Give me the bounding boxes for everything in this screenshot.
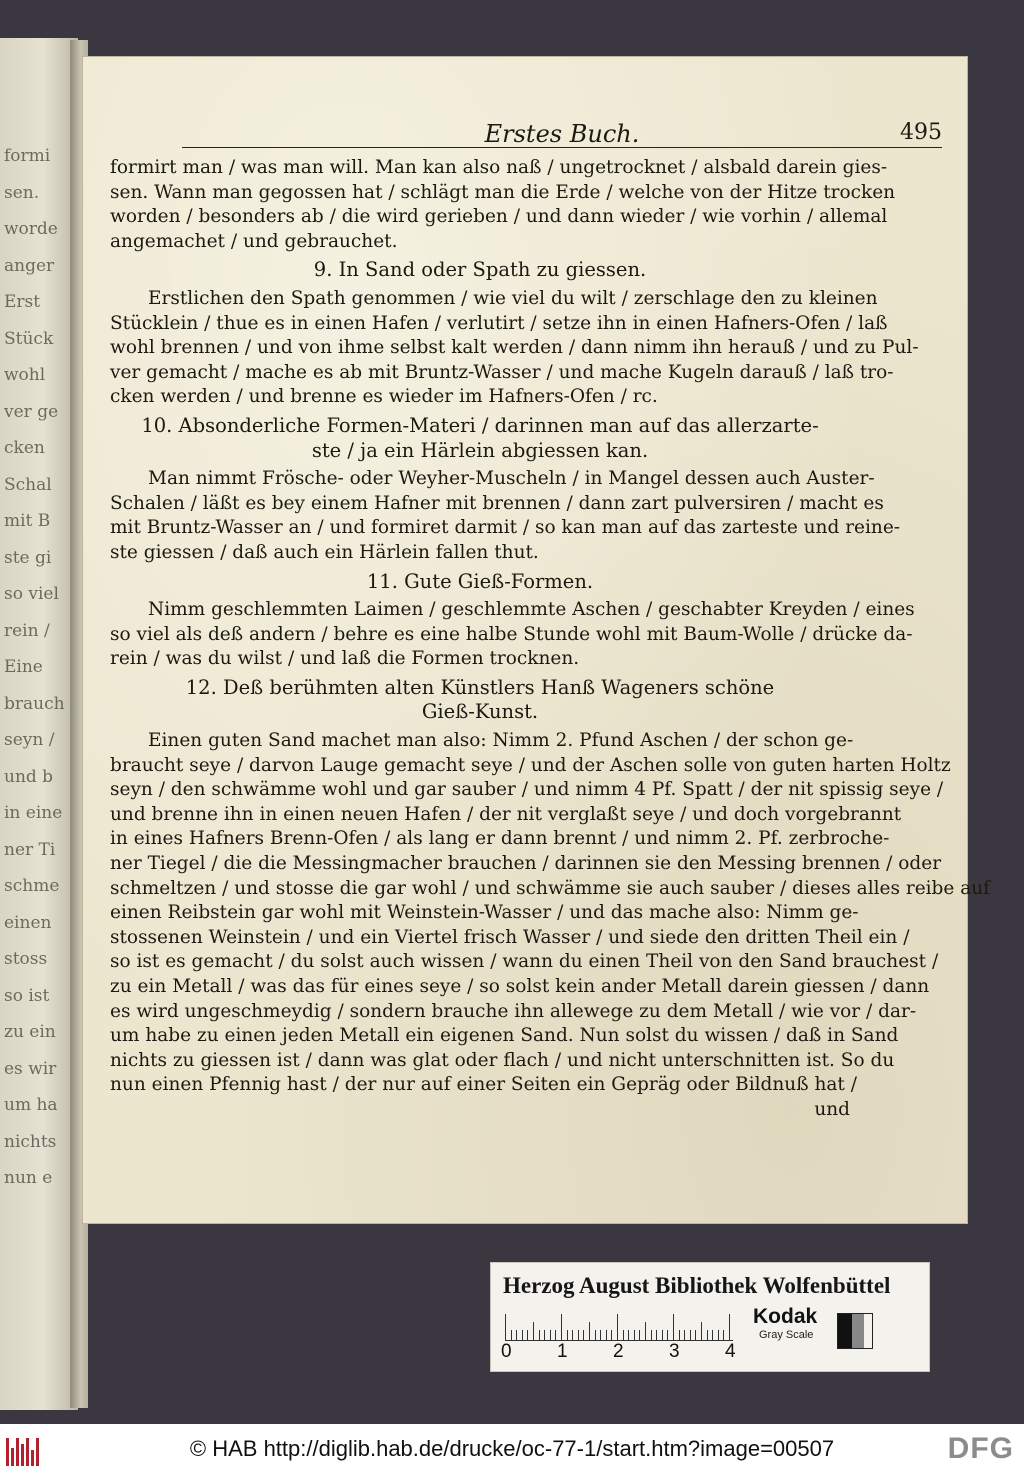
text-line: formirt man / was man will. Man kan also naß / ungetrocknet / alsbald darein gies- xyxy=(110,157,888,178)
ruler-tick xyxy=(707,1330,708,1340)
ruler-tick xyxy=(617,1314,618,1340)
facing-page-fragment: worde xyxy=(4,219,58,239)
text-line: nun einen Pfennig hast / der nur auf einer Seiten ein Gepräg oder Bildnuß hat / xyxy=(110,1074,857,1096)
text-line: ste giessen / daß auch ein Härlein fallen thut. xyxy=(110,541,539,563)
ruler-tick xyxy=(539,1330,540,1340)
ruler-tick xyxy=(645,1322,646,1340)
ruler-tick xyxy=(628,1330,629,1340)
text-line: angemachet / und gebrauchet. xyxy=(110,230,398,252)
page-number: 495 xyxy=(900,120,942,145)
scale-number: 4 xyxy=(725,1341,736,1362)
ruler-tick xyxy=(634,1330,635,1340)
facing-page-fragment: zu ein xyxy=(4,1022,56,1042)
facing-page-fragment: um ha xyxy=(4,1095,58,1115)
ruler-tick xyxy=(662,1330,663,1340)
text-line: ver gemacht / mache es ab mit Bruntz-Wasser / und mache Kugeln darauß / laß tro- xyxy=(110,361,894,383)
facing-page-edge xyxy=(0,38,78,1410)
ruler-tick xyxy=(595,1330,596,1340)
text-line: rein / was du wilst / und laß die Formen trocknen. xyxy=(110,648,580,670)
facing-page-fragment: sen. xyxy=(4,182,40,203)
facing-page-fragment: ste gi xyxy=(4,547,52,568)
facing-page-fragment: Schal xyxy=(4,474,52,495)
scale-number: 3 xyxy=(669,1341,680,1362)
facing-page-fragment: formi xyxy=(4,146,51,166)
ruler-tick xyxy=(684,1330,685,1340)
scale-ruler xyxy=(505,1313,733,1341)
text-line: und xyxy=(814,1098,850,1120)
text-line: einen Reibstein gar wohl mit Weinstein-Wasser / und das mache also: Nimm ge- xyxy=(110,902,859,924)
facing-page-fragment: anger xyxy=(4,255,55,276)
facing-page-fragment: einen xyxy=(4,912,52,933)
ruler-tick xyxy=(673,1314,674,1340)
ruler-tick xyxy=(718,1330,719,1340)
scale-number: 1 xyxy=(557,1341,568,1362)
section-heading-line: 12. Deß berühmten alten Künstlers Hanß Wageners schöne xyxy=(185,675,775,699)
ruler-tick xyxy=(527,1330,528,1340)
copyright-url[interactable]: © HAB http://diglib.hab.de/drucke/oc-77-1/start.htm?image=00507 xyxy=(189,1436,835,1461)
ruler-tick xyxy=(690,1330,691,1340)
ruler-tick xyxy=(550,1330,551,1340)
page-header xyxy=(182,118,942,148)
scale-number: 0 xyxy=(501,1341,512,1362)
text-line: Einen guten Sand machet man also: Nimm 2. Pfund Aschen / der schon ge- xyxy=(148,730,854,752)
text-line: schmeltzen / und stosse die gar wohl / und schwämme sie auch sauber / dieses alles reibe auf xyxy=(110,877,991,899)
text-line: und brenne ihn in einen neuen Hafen / der nit verglaßt seye / und doch vorgebrannt xyxy=(110,803,902,825)
ruler-tick xyxy=(533,1322,534,1340)
text-line: ner Tiegel / die die Messingmacher brauchen / darinnen sie den Messing brennen / oder xyxy=(110,853,942,875)
ruler-tick xyxy=(679,1330,680,1340)
facing-page-fragment: so viel xyxy=(4,584,59,604)
ruler-tick xyxy=(623,1330,624,1340)
ruler-tick xyxy=(561,1314,562,1340)
ruler-tick xyxy=(701,1322,702,1340)
facing-page-fragment: stoss xyxy=(4,949,48,969)
facing-page-fragment: ner Ti xyxy=(4,839,56,860)
ruler-tick xyxy=(516,1330,517,1340)
facing-page-fragment: cken xyxy=(4,438,45,458)
ruler-tick xyxy=(695,1330,696,1340)
text-line: sen. Wann man gegossen hat / schlägt man die Erde / welche von der Hitze trocken xyxy=(110,181,896,203)
text-line: cken werden / und brenne es wieder im Hafners-Ofen / rc. xyxy=(110,386,658,408)
library-color-label xyxy=(490,1262,930,1372)
kodak-brand: Kodak xyxy=(753,1305,818,1328)
facing-page-fragment: rein / xyxy=(4,620,50,641)
text-line: nichts zu giessen ist / dann was glat oder flach / und nicht unterschnitten ist. So du xyxy=(110,1049,895,1071)
facing-page-fragment: seyn / xyxy=(4,730,55,750)
facing-page-fragment: nun e xyxy=(4,1168,53,1188)
facing-page-fragment: brauch xyxy=(4,693,65,714)
text-line: Stücklein / thue es in einen Hafen / verlutirt / setze ihn in einen Hafners-Ofen / laß xyxy=(110,312,888,334)
ruler-tick xyxy=(511,1330,512,1340)
text-line: worden / besonders ab / die wird gerieben / und dann wieder / wie vorhin / allemal xyxy=(110,206,888,228)
ruler-tick xyxy=(544,1330,545,1340)
text-line: Man nimmt Frösche- oder Weyher-Muscheln / in Mangel dessen auch Auster- xyxy=(148,468,875,490)
ruler-tick xyxy=(611,1330,612,1340)
scale-number: 2 xyxy=(613,1341,624,1362)
ruler-tick xyxy=(639,1330,640,1340)
facing-page-fragment: mit B xyxy=(4,511,51,531)
page-body-text xyxy=(110,156,991,1123)
ruler-tick xyxy=(578,1330,579,1340)
section-heading-line: ste / ja ein Härlein abgiessen kan. xyxy=(311,438,649,462)
running-title: Erstes Buch. xyxy=(484,120,640,148)
ruler-tick xyxy=(651,1330,652,1340)
text-line: so ist es gemacht / du solst auch wissen / wann du einen Theil von den Sand brauchest / xyxy=(110,951,939,973)
text-line: Schalen / läßt es bey einem Hafner mit brennen / dann zart pulversiren / macht es xyxy=(110,492,884,514)
facing-page-fragment: wohl xyxy=(4,365,46,385)
book-page xyxy=(82,56,991,1224)
text-line: in eines Hafners Brenn-Ofen / als lang er dann brennt / und nimm 2. Pf. zerbroche- xyxy=(110,828,890,850)
text-line: wohl brennen / und von ihme selbst kalt werden / dann nimm ihn herauß / und zu Pul- xyxy=(110,337,919,359)
section-heading-line: 10. Absonderliche Formen-Materi / darinnen man auf das allerzarte- xyxy=(141,413,819,437)
facing-page-fragment: schme xyxy=(4,876,60,896)
facing-page-fragment: Erst xyxy=(4,292,41,312)
facing-page-fragment: so ist xyxy=(4,985,50,1006)
ruler-tick xyxy=(589,1322,590,1340)
ruler-tick xyxy=(712,1330,713,1340)
footer-bar xyxy=(0,1424,1024,1476)
ruler-tick xyxy=(572,1330,573,1340)
facing-page-fragment: nichts xyxy=(4,1131,57,1152)
text-line: seyn / den schwämme wohl und gar sauber / und nimm 4 Pf. Spatt / der nit spissig seye / xyxy=(110,779,944,801)
ruler-tick xyxy=(729,1314,730,1340)
ruler-tick xyxy=(555,1330,556,1340)
facing-page-fragment: und b xyxy=(4,766,54,787)
text-line: es wird ungeschmeydig / sondern brauche ihn allewege zu dem Metall / wie vor / dar- xyxy=(110,1000,917,1022)
text-line: Erstlichen den Spath genommen / wie viel du wilt / zerschlage den zu kleinen xyxy=(148,287,878,309)
gray-scale-swatch xyxy=(837,1313,873,1349)
section-heading-line: Gieß-Kunst. xyxy=(421,700,539,724)
text-line: braucht seye / darvon Lauge gemacht seye / und der Aschen solle von guten harten Holtz xyxy=(110,754,951,776)
facing-page-fragment: Eine xyxy=(4,657,43,677)
text-line: so viel als deß andern / behre es eine halbe Stunde wohl mit Baum-Wolle / drücke da- xyxy=(110,623,913,645)
text-line: mit Bruntz-Wasser an / und formiret darmit / so kan man auf das zarteste und reine- xyxy=(110,517,901,539)
text-line: um habe zu einen jeden Metall ein eigenen Sand. Nun solst du wissen / daß in Sand xyxy=(110,1025,899,1047)
ruler-tick xyxy=(723,1330,724,1340)
dfg-logo: DFG xyxy=(947,1432,1014,1465)
ruler-tick xyxy=(600,1330,601,1340)
ruler-tick xyxy=(606,1330,607,1340)
text-line: zu ein Metall / was das für eines seye / so solst kein ander Metall darein giessen / dann xyxy=(110,976,930,997)
ruler-tick xyxy=(656,1330,657,1340)
ruler-tick xyxy=(667,1330,668,1340)
facing-page-fragment: ver ge xyxy=(4,401,59,422)
facing-page-fragment: in eine xyxy=(4,803,63,823)
ruler-tick xyxy=(505,1314,506,1340)
library-name: Herzog August Bibliothek Wolfenbüttel xyxy=(503,1273,891,1298)
ruler-tick xyxy=(522,1330,523,1340)
facing-page-fragment: es wir xyxy=(4,1058,57,1079)
text-line: stossenen Weinstein / und ein Viertel frisch Wasser / und siede den dritten Theil ein / xyxy=(110,926,910,948)
section-heading-line: 9. In Sand oder Spath zu giessen. xyxy=(313,258,647,282)
ruler-tick xyxy=(567,1330,568,1340)
gray-scale-text: Gray Scale xyxy=(759,1329,814,1341)
text-line: Nimm geschlemmten Laimen / geschlemmte Aschen / geschabter Kreyden / eines xyxy=(148,599,915,621)
facing-page-fragment: Stück xyxy=(4,328,54,349)
section-heading-line: 11. Gute Gieß-Formen. xyxy=(366,569,594,593)
ruler-tick xyxy=(583,1330,584,1340)
